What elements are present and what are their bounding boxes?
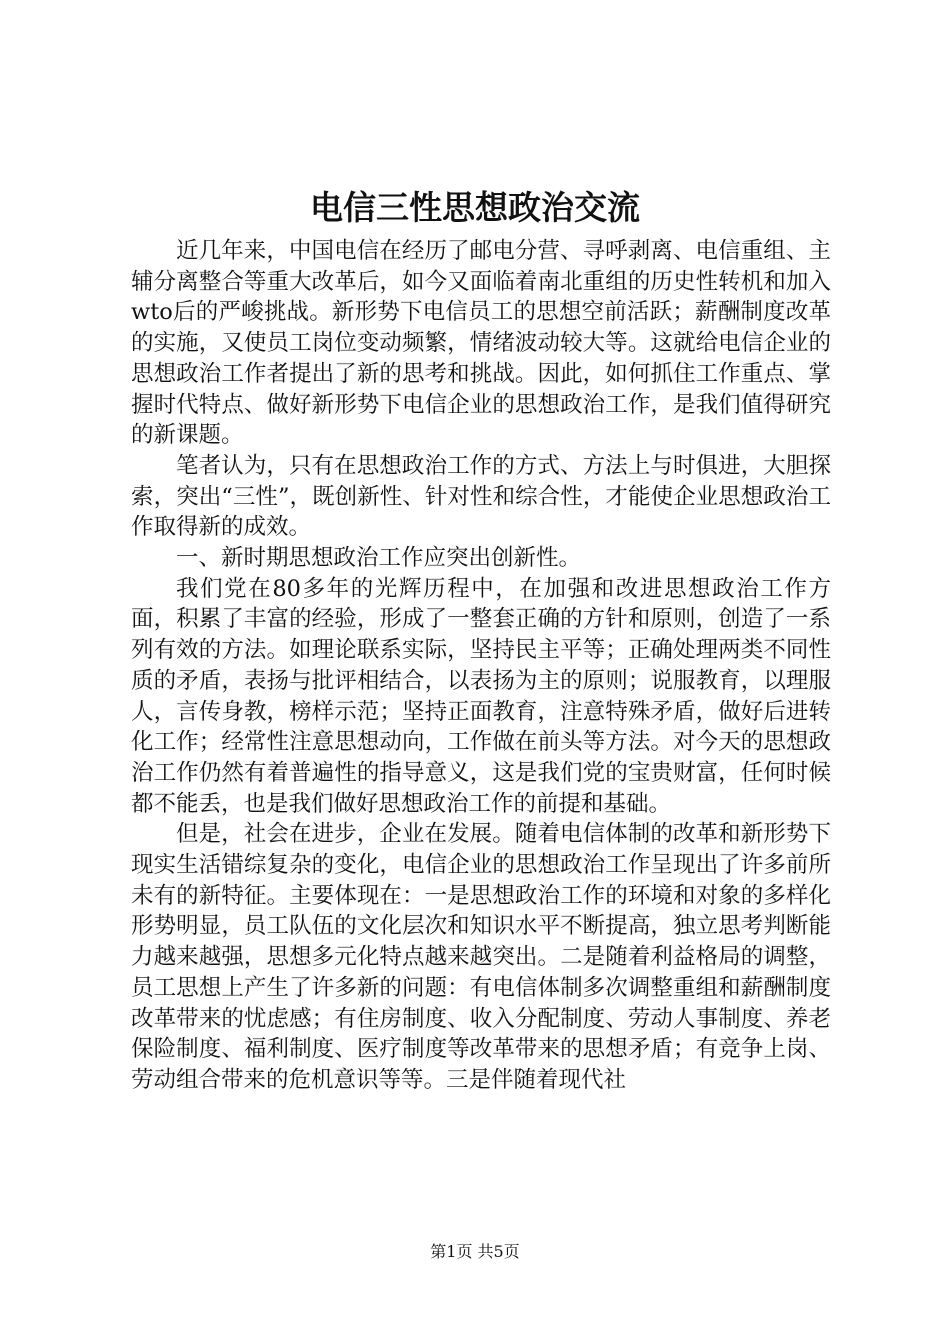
section-heading: 一、新时期思想政治工作应突出创新性。	[176, 545, 582, 572]
paragraph: 近几年来，中国电信在经历了邮电分营、寻呼剥离、电信重组、主辅分离整合等重大改革后，如今又面临着南北重组的历史性转机和加入wto后的严峻挑战。新形势下电信员工的思想空前活跃；薪酬制度改革的实施，又使员工岗位变动频繁，情绪波动较大等。这就给电信企业的思想政治工作者提出了新的思考和挑战。因此，如何抓住工作重点、掌握时代特点、做好新形势下电信企业的思想政治工作，是我们值得研究的新课题。	[131, 238, 831, 449]
document-title: 电信三性思想政治交流	[310, 188, 640, 227]
paragraph: 笔者认为，只有在思想政治工作的方式、方法上与时俱进，大胆探索，突出“三性”，既创新性、针对性和综合性，才能使企业思想政治工作取得新的成效。	[131, 452, 831, 541]
page-footer: 第1页 共5页	[430, 1242, 520, 1261]
paragraph: 但是，社会在进步，企业在发展。随着电信体制的改革和新形势下现实生活错综复杂的变化，电信企业的思想政治工作呈现出了许多前所未有的新特征。主要体现在：一是思想政治工作的环境和对象的多样化形势明显，员工队伍的文化层次和知识水平不断提高，独立思考判断能力越来越强，思想多元化特点越来越突出。二是随着利益格局的调整，员工思想上产生了许多新的问题：有电信体制多次调整重组和薪酬制度改革带来的忧虑感；有住房制度、收入分配制度、劳动人事制度、养老保险制度、福利制度、医疗制度等改革带来的思想矛盾；有竞争上岗、劳动组合带来的危机意识等等。三是伴随着现代社	[131, 821, 831, 1093]
document-body	[131, 236, 831, 1096]
paragraph: 我们党在80多年的光辉历程中，在加强和改进思想政治工作方面，积累了丰富的经验，形成了一整套正确的方针和原则，创造了一系列有效的方法。如理论联系实际，坚持民主平等；正确处理两类不同性质的矛盾，表扬与批评相结合，以表扬为主的原则；说服教育，以理服人，言传身教，榜样示范；坚持正面教育，注意特殊矛盾，做好后进转化工作；经常性注意思想动向，工作做在前头等方法。对今天的思想政治工作仍然有着普遍性的指导意义，这是我们党的宝贵财富，任何时候都不能丢，也是我们做好思想政治工作的前提和基础。	[131, 575, 831, 817]
